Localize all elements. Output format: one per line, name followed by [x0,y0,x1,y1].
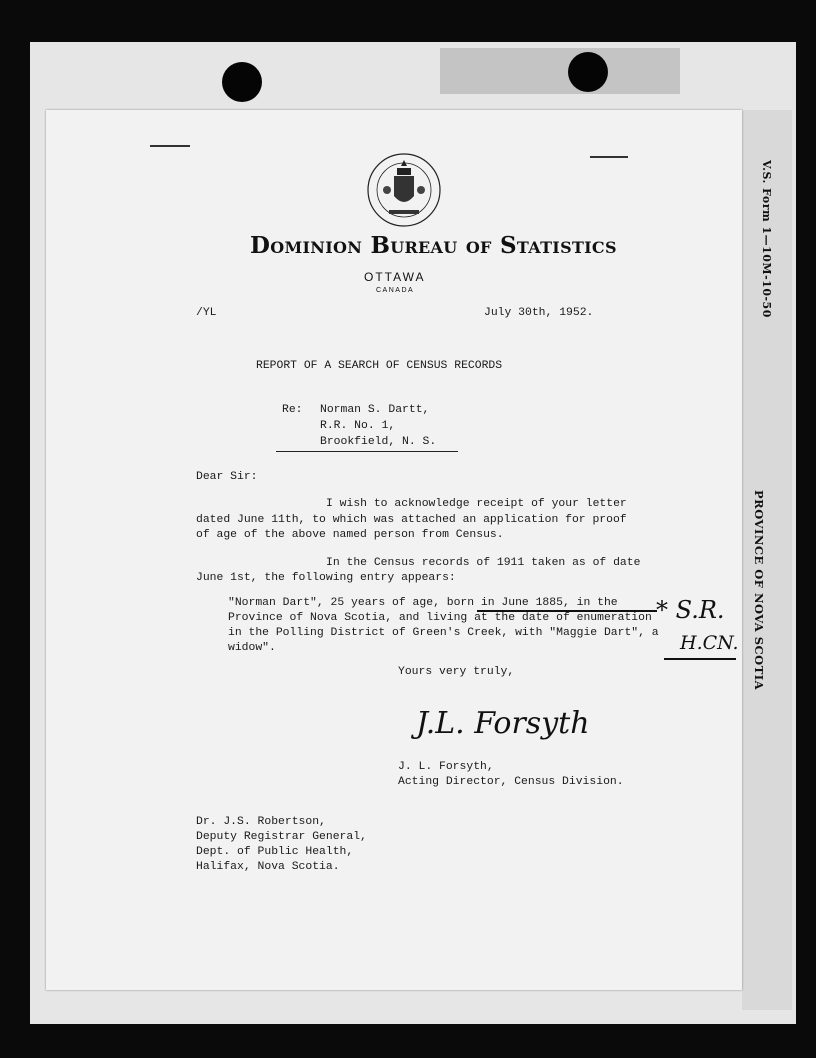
signer-name: J. L. Forsyth, [398,761,494,773]
staple-left [150,145,190,147]
signature: J.L. Forsyth [416,706,590,741]
bureau-city: OTTAWA [364,270,426,284]
annotation-initials-2: H.CN. [680,632,739,654]
recipient-line-4: Halifax, Nova Scotia. [196,861,340,873]
para2-line-1: In the Census records of 1911 taken as of date [326,557,641,569]
bureau-country: CANADA [376,287,415,294]
staple-right [590,156,628,158]
letter-reference: /YL [196,307,217,319]
quote-line-1: "Norman Dart", 25 years of age, born in June 1885, in the [228,597,618,609]
form-code-label: V.S. Form 1—10M-10-50 [760,160,773,318]
recipient-line-2: Deputy Registrar General, [196,831,367,843]
signer-title: Acting Director, Census Division. [398,776,624,788]
annotation-underline [664,658,736,660]
re-label: Re: [282,404,303,416]
closing: Yours very truly, [398,666,515,678]
tape-strip [440,48,680,94]
para1-line-3: of age of the above named person from Census. [196,529,504,541]
annotation-initials-1: * S.R. [656,596,725,624]
salutation: Dear Sir: [196,471,258,483]
para1-line-2: dated June 11th, to which was attached an application for proof [196,514,627,526]
report-title: REPORT OF A SEARCH OF CENSUS RECORDS [256,360,503,372]
punch-hole-right [568,52,608,92]
crest-logo-icon [357,150,451,230]
quote-line-3: in the Polling District of Green's Creek, with "Maggie Dart", a [228,627,659,639]
province-label: PROVINCE OF NOVA SCOTIA [752,490,766,691]
letter-date: July 30th, 1952. [484,307,594,319]
bureau-title: Dominion Bureau of Statistics [250,232,617,259]
para1-line-1: I wish to acknowledge receipt of your letter [326,498,627,510]
quote-line-4: widow". [228,642,276,654]
punch-hole-left [222,62,262,102]
re-underline [276,451,458,452]
para2-line-2: June 1st, the following entry appears: [196,572,456,584]
re-line-1: Norman S. Dartt, [320,404,430,416]
recipient-line-3: Dept. of Public Health, [196,846,354,858]
quote-line-2: Province of Nova Scotia, and living at the date of enumeration [228,612,652,624]
re-line-3: Brookfield, N. S. [320,436,437,448]
recipient-line-1: Dr. J.S. Robertson, [196,816,326,828]
re-line-2: R.R. No. 1, [320,420,396,432]
